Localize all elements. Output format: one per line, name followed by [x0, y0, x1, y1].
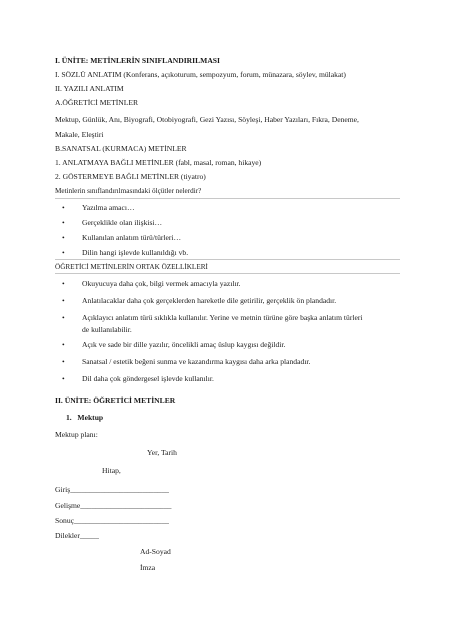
bullet-icon: • [62, 340, 65, 349]
criteria-item: • Kullanılan anlatım türü/türleri… [62, 233, 182, 242]
feature-item: • Sanatsal / estetik beğeni sunma ve kazandırma kaygısı daha arka plandadır. [62, 357, 311, 366]
bullet-icon: • [62, 374, 65, 383]
body-field: Gelişme________________________ [55, 501, 172, 510]
divider [55, 259, 400, 260]
bullet-icon: • [62, 279, 65, 288]
criteria-question: Metinlerin sınıflandırılmasındaki ölçütler nelerdir? [55, 187, 202, 195]
intro-field: Giriş__________________________ [55, 485, 169, 494]
letter-plan-label: Mektup planı: [55, 430, 98, 439]
feature-item: • Açıklayıcı anlatım türü sıklıkla kullanılır. Yerine ve metnin türüne göre başka anlatım türleri [62, 313, 363, 322]
feature-item-continuation: de kullanılabilir. [82, 325, 132, 334]
bullet-icon: • [62, 313, 65, 322]
section-number: 1. [66, 413, 72, 422]
criteria-item: • Yazılma amacı… [62, 203, 135, 212]
didactic-texts-title: A.ÖĞRETİCİ METİNLER [55, 98, 139, 107]
section-letter-heading [66, 413, 103, 423]
place-date-line: Yer, Tarih [147, 448, 177, 457]
bullet-icon: • [62, 296, 65, 305]
bullet-icon: • [62, 233, 65, 242]
signature-line: İmza [140, 563, 156, 572]
bullet-icon: • [62, 248, 65, 257]
didactic-list-line-2: Makale, Eleştiri [55, 130, 104, 139]
section-title: Mektup [77, 413, 104, 422]
literary-texts-title: B.SANATSAL (KURMACA) METİNLER [55, 144, 187, 153]
criteria-item: • Gerçeklikle olan ilişkisi… [62, 218, 163, 227]
didactic-list-line-1: Mektup, Günlük, Anı, Biyografi, Otobiyografi, Gezi Yazısı, Söyleşi, Haber Yazıları, Fıkra, Deneme, [55, 115, 359, 124]
unit2-heading: II. ÜNİTE: ÖĞRETİCİ METİNLER [55, 396, 176, 405]
oral-expression-line: I. SÖZLÜ ANLATIM (Konferans, açıkoturum, sempozyum, forum, münazara, söylev, mülakat) [55, 70, 346, 79]
bullet-icon: • [62, 218, 65, 227]
criteria-item: • Dilin hangi işlevde kullanıldığı vb. [62, 248, 189, 257]
unit1-heading: I. ÜNİTE: METİNLERİN SINIFLANDIRILMASI [55, 56, 220, 65]
common-features-title: ÖĞRETİCİ METİNLERİN ORTAK ÖZELLİKLERİ [55, 263, 208, 271]
salutation-line: Hitap, [102, 466, 121, 475]
conclusion-field: Sonuç_________________________ [55, 516, 169, 525]
feature-item: • Dil daha çok göndergesel işlevde kullanılır. [62, 374, 214, 383]
narrative-texts-line: 1. ANLATMAYA BAĞLI METİNLER (fabl, masal, roman, hikaye) [55, 158, 262, 167]
written-expression-line: II. YAZILI ANLATIM [55, 84, 124, 93]
feature-item: • Anlatılacaklar daha çok gerçeklerden hareketle dile getirilir, gerçeklik ön plandadır. [62, 296, 337, 305]
divider [55, 198, 400, 199]
dramatic-texts-line: 2. GÖSTERMEYE BAĞLI METİNLER (tiyatro) [55, 172, 206, 181]
bullet-icon: • [62, 357, 65, 366]
name-surname-line: Ad-Soyad [140, 547, 171, 556]
feature-item: • Açık ve sade bir dille yazılır, öncelikli amaç üslup kaygısı değildir. [62, 340, 286, 349]
bullet-icon: • [62, 203, 65, 212]
wishes-field: Dilekler_____ [55, 531, 99, 540]
feature-item: • Okuyucuya daha çok, bilgi vermek amacıyla yazılır. [62, 279, 241, 288]
divider [55, 273, 400, 274]
